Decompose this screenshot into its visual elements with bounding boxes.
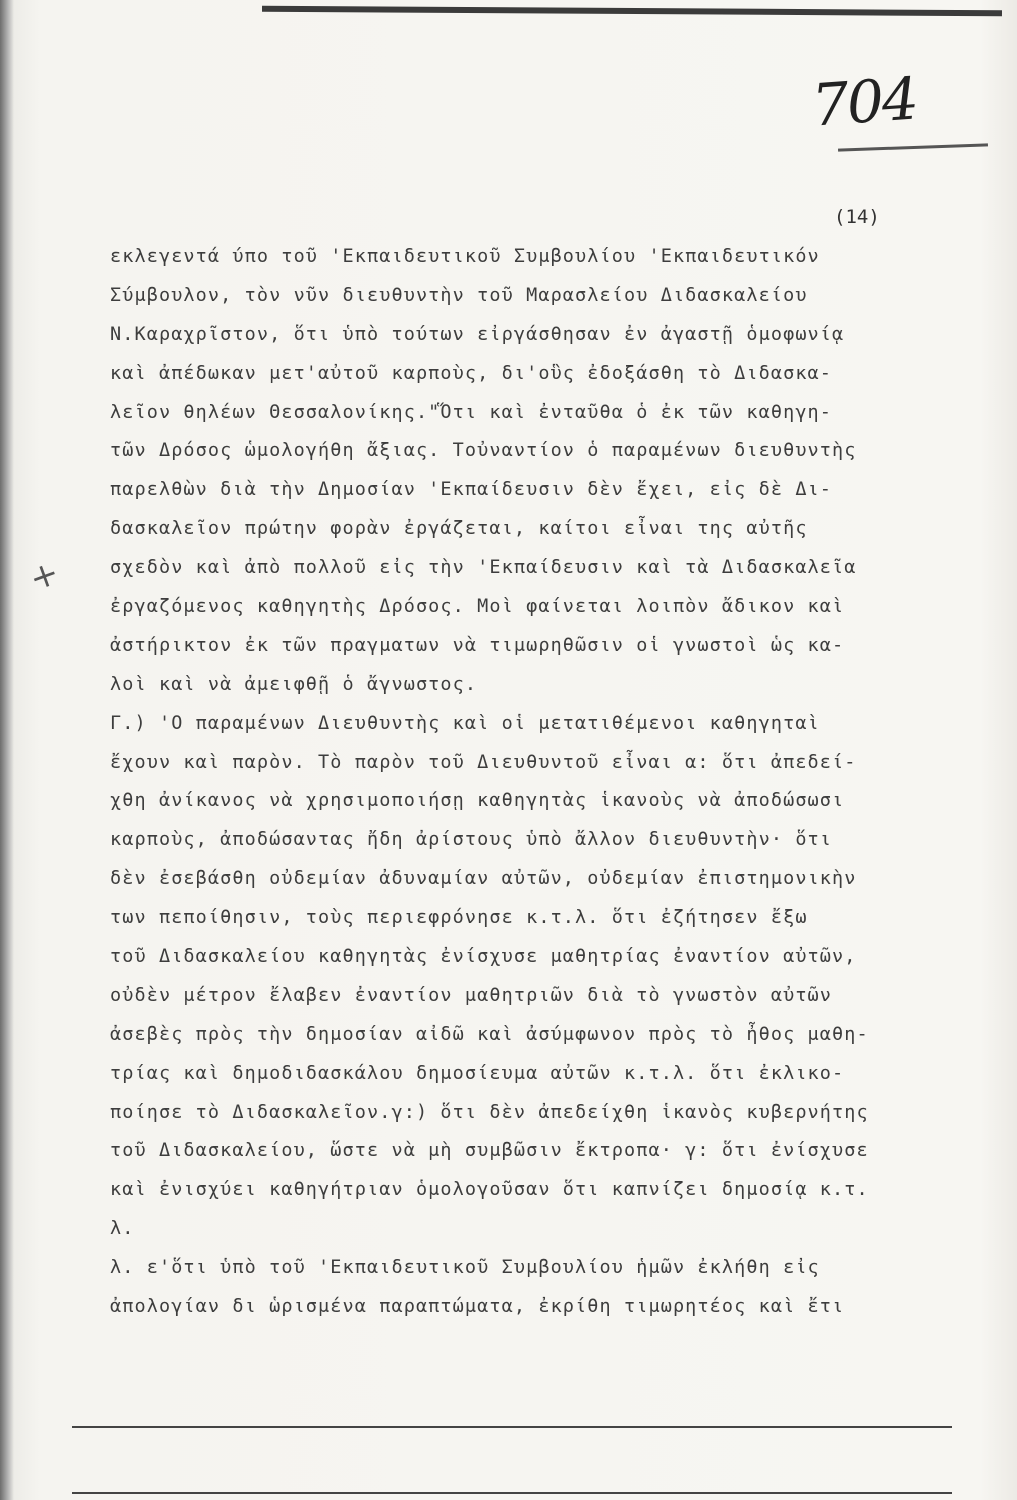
text-line: τῶν Δρόσος ὡμολογήθη ἄξιας. Τοὐναντίον ὁ παραμένων διευθυντὴς xyxy=(110,440,857,462)
scan-edge-shadow xyxy=(0,0,14,1500)
text-line: τοῦ Διδασκαλείου καθηγητὰς ἐνίσχυσε μαθητρίας ἐναντίον αὐτῶν, xyxy=(110,946,857,968)
text-line: ἐργαζόμενος καθηγητὴς Δρόσος. Μοὶ φαίνεται λοιπὸν ἄδικον καὶ xyxy=(110,596,845,618)
text-line: δὲν ἐσεβάσθη οὐδεμίαν ἀδυναμίαν αὐτῶν, οὐδεμίαν ἐπιστημονικὴν xyxy=(110,868,857,890)
text-line: ἔχουν καὶ παρὸν. Τὸ παρὸν τοῦ Διευθυντοῦ εἶναι α: ὅτι ἀπεδεί- xyxy=(110,751,857,773)
text-line: τοῦ Διδασκαλείου, ὥστε νὰ μὴ συμβῶσιν ἔκτροπα· γ: ὅτι ἐνίσχυσε xyxy=(110,1140,869,1162)
text-line-underlined: ἀπολογίαν δι ὡρισμένα παραπτώματα, ἐκρίθη τιμωρητέος καὶ ἔτι xyxy=(110,1296,845,1318)
top-rule xyxy=(262,6,1002,17)
text-line: σχεδὸν καὶ ἀπὸ πολλοῦ εἰς τὴν 'Εκπαίδευσιν καὶ τὰ Διδασκαλεῖα xyxy=(110,557,857,579)
text-line: λεῖον θηλέων Θεσσαλονίκης."Ὅτι καὶ ἐνταῦθα ὁ ἐκ τῶν καθηγη- xyxy=(110,401,833,423)
text-line: Σύμβουλον, τὸν νῦν διευθυντὴν τοῦ Μαρασλείου Διδασκαλείου xyxy=(110,284,808,306)
margin-mark: + xyxy=(24,552,65,600)
underline-rule xyxy=(72,1492,952,1494)
text-line-underlined: λ. ε'ὅτι ὑπὸ τοῦ 'Εκπαιδευτικοῦ Συμβουλίου ἡμῶν ἐκλήθη εἰς xyxy=(110,1257,820,1279)
page-number: (14) xyxy=(834,206,880,228)
text-line: καρποὺς, ἀποδώσαντας ἤδη ἀρίστους ὑπὸ ἄλλον διευθυντὴν· ὅτι xyxy=(110,829,833,851)
text-line: ἀστήρικτον ἐκ τῶν πραγματων νὰ τιμωρηθῶσιν οἱ γνωστοὶ ὡς κα- xyxy=(110,634,845,656)
typewritten-body xyxy=(110,238,970,1327)
handwritten-folio-number: 704 xyxy=(809,64,919,140)
text-line: εκλεγεντά ύπο τοῦ 'Εκπαιδευτικοῦ Συμβουλίου 'Εκπαιδευτικόν xyxy=(110,246,820,267)
folio-underline xyxy=(838,143,988,151)
text-line: δασκαλεῖον πρώτην φορὰν ἐργάζεται, καίτοι εἶναι της αὐτῆς xyxy=(110,518,808,540)
text-line: ποίησε τὸ Διδασκαλεῖον.γ:) ὅτι δὲν ἀπεδείχθη ἱκανὸς κυβερνήτης xyxy=(110,1101,869,1123)
text-line: λοὶ καὶ νὰ ἀμειφθῇ ὁ ἄγνωστος. xyxy=(110,673,478,695)
text-line: λ. xyxy=(110,1218,135,1240)
text-line: Ν.Καραχρῖστον, ὅτι ὑπὸ τούτων εἰργάσθησαν ἐν ἀγαστῇ ὁμοφωνίᾳ xyxy=(110,323,845,345)
underline-rule xyxy=(72,1426,952,1428)
text-line: ἀσεβὲς πρὸς τὴν δημοσίαν αἰδῶ καὶ ἀσύμφωνον πρὸς τὸ ἦθος μαθη- xyxy=(110,1023,869,1045)
text-line: παρελθὼν διὰ τὴν Δημοσίαν 'Εκπαίδευσιν δὲν ἔχει, εἰς δὲ Δι- xyxy=(110,479,833,501)
text-line: καὶ ἐνισχύει καθηγήτριαν ὁμολογοῦσαν ὅτι καπνίζει δημοσίᾳ κ.τ. xyxy=(110,1179,869,1201)
text-line: χθη ἀνίκανος νὰ χρησιμοποιήσῃ καθηγητὰς ἱκανοὺς νὰ ἀποδώσωσι xyxy=(110,790,845,812)
text-line: τρίας καὶ δημοδιδασκάλου δημοσίευμα αὐτῶν κ.τ.λ. ὅτι ἐκλικο- xyxy=(110,1062,845,1084)
text-line: οὐδὲν μέτρον ἔλαβεν ἐναντίον μαθητριῶν διὰ τὸ γνωστὸν αὐτῶν xyxy=(110,984,833,1006)
text-line: Γ.) 'Ο παραμένων Διευθυντὴς καὶ οἱ μετατιθέμενοι καθηγηταὶ xyxy=(110,712,820,734)
text-line: καὶ ἀπέδωκαν μετ'αὐτοῦ καρποὺς, δι'οὓς ἐδοξάσθη τὸ Διδασκα- xyxy=(110,362,833,384)
text-line: των πεποίθησιν, τοὺς περιεφρόνησε κ.τ.λ. ὅτι ἐζήτησεν ἔξω xyxy=(110,907,808,929)
